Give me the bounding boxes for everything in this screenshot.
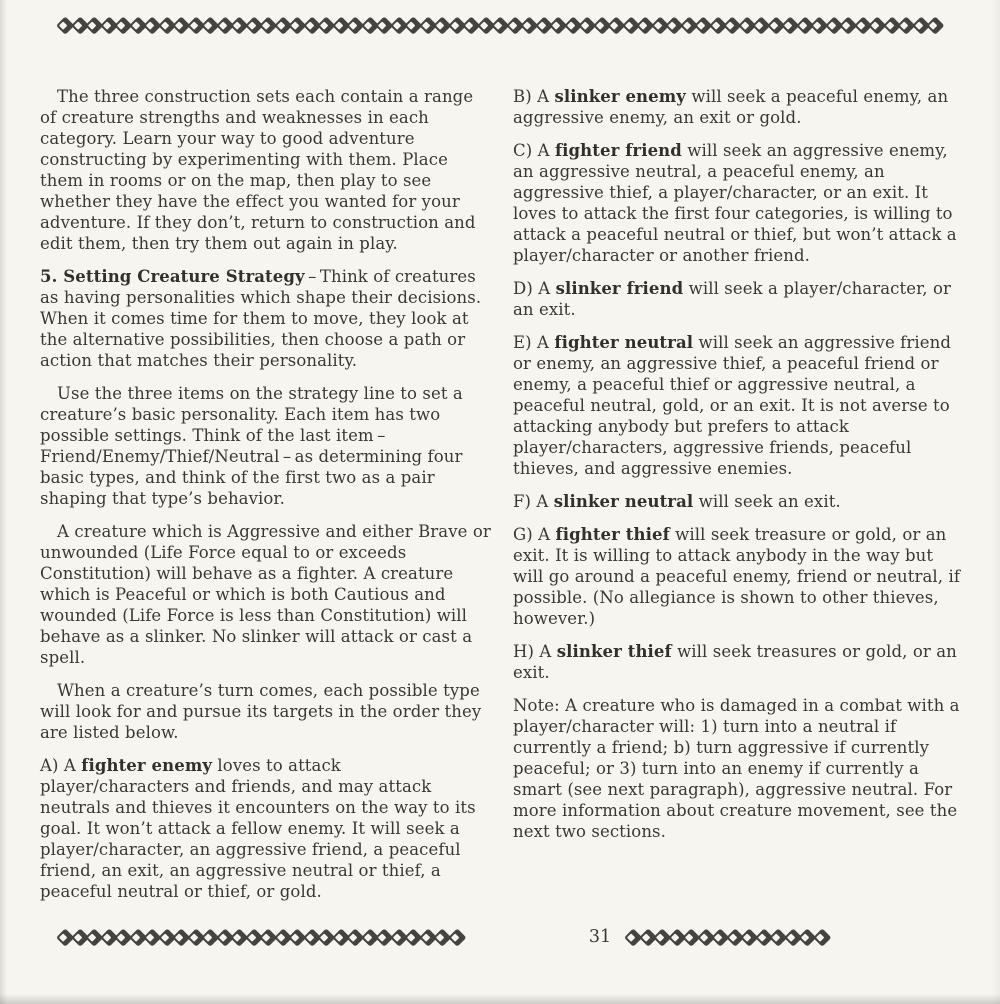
text-run: A) A (40, 756, 82, 775)
text-run: will seek an aggressive friend or enemy, an aggressive thief, a peaceful friend or enemy, a peaceful thief or aggressive neutral, a peaceful neutral, gold, or an exit. It is not averse to attacking anybody but prefers to attack player/characters, aggressive friends, peaceful thieves, and aggressive enemies. (513, 333, 951, 478)
bold-term: slinker enemy (554, 87, 686, 106)
bold-term: 5. Setting Creature Strategy (40, 267, 305, 286)
paragraph (513, 491, 965, 512)
paragraph (513, 695, 965, 842)
paragraph (40, 383, 492, 509)
chain-bead-icon (926, 16, 944, 34)
paragraph (40, 266, 492, 371)
chain-bead-icon (448, 928, 466, 946)
bold-term: slinker thief (556, 642, 672, 661)
bold-term: fighter enemy (81, 756, 213, 775)
two-column-text-block (40, 86, 965, 914)
bold-term: slinker neutral (553, 492, 694, 511)
text-run: will seek a player/character, or an exit. (513, 279, 951, 319)
text-run: F) A (513, 492, 554, 511)
text-run: – Think of creatures as having personalities which shape their decisions. When it comes time for them to move, they look at the alternative possibilities, then choose a path or action that matches their personality. (40, 267, 482, 370)
chain-bead-icon (813, 928, 831, 946)
text-run: E) A (513, 333, 555, 352)
left-column (40, 86, 492, 914)
paragraph (40, 680, 492, 743)
text-run: will seek a peaceful enemy, an aggressive enemy, an exit or gold. (513, 87, 949, 127)
paragraph (513, 332, 965, 479)
paragraph (513, 86, 965, 128)
paragraph (513, 140, 965, 266)
text-run: G) A (513, 525, 556, 544)
paragraph (40, 86, 492, 254)
text-run: The three construction sets each contain a range of creature strengths and weaknesses in each category. Learn your way to good adventure constructing by experimenting with them. Place them in rooms or on the map, then play to see whether they have the effect you wanted for your adventure. If they don’t, return to construction and edit them, then try them out again in play. (40, 87, 476, 253)
text-run: will seek an exit. (693, 492, 841, 511)
text-run: Note: A creature who is damaged in a combat with a player/character will: 1) turn into a neutral if currently a friend; b) turn aggressive if currently peaceful; or 3) turn into an enemy if currently a smart (see next paragraph), aggressive neutral. For more information about creature movement, see the next two sections. (513, 696, 960, 841)
text-run: H) A (513, 642, 557, 661)
text-run: will seek an aggressive enemy, an aggressive neutral, a peaceful enemy, an aggressive thief, a player/character, or an exit. It loves to attack the first four categories, is willing to attack a peaceful neutral or thief, but won’t attack a player/character or another friend. (513, 141, 957, 265)
text-run: Use the three items on the strategy line to set a creature’s basic personality. Each item has two possible settings. Think of the last item – Friend/Enemy/Thief/Neutral – as determining four basic types, and think of the first two as a pair shaping that type’s behavior. (40, 384, 463, 508)
text-run: D) A (513, 279, 556, 298)
bottom-border-chain-left (55, 925, 577, 949)
text-run: will seek treasure or gold, or an exit. It is willing to attack anybody in the way but will go around a peaceful enemy, friend or neutral, if possible. (No allegiance is shown to other thieves, however.) (513, 525, 961, 628)
paragraph (40, 755, 492, 902)
top-border-chain (55, 13, 949, 37)
bottom-border (55, 925, 942, 949)
paragraph (40, 521, 492, 668)
bold-term: fighter neutral (554, 333, 694, 352)
bold-term: slinker friend (555, 279, 684, 298)
text-run: C) A (513, 141, 555, 160)
paragraph (513, 278, 965, 320)
paragraph (513, 641, 965, 683)
text-run: B) A (513, 87, 555, 106)
text-run: will seek treasures or gold, or an exit. (513, 642, 957, 682)
text-run: loves to attack player/characters and friends, and may attack neutrals and thieves it encounters on the way to its goal. It won’t attack a fellow enemy. It will seek a player/character, an aggressive friend, a peaceful friend, an exit, an aggressive neutral or thief, a peaceful neutral or thief, or gold. (40, 756, 476, 901)
paragraph (513, 524, 965, 629)
text-run: A creature which is Aggressive and either Brave or unwounded (Life Force equal to or exceeds Constitution) will behave as a fighter. A creature which is Peaceful or which is both Cautious and wounded (Life Force is less than Constitution) will behave as a slinker. No slinker will attack or cast a spell. (40, 522, 491, 667)
bold-term: fighter friend (554, 141, 682, 160)
text-run: When a creature’s turn comes, each possible type will look for and pursue its targets in the order they are listed below. (40, 681, 482, 742)
bold-term: fighter thief (555, 525, 670, 544)
page-number: 31 (588, 927, 612, 947)
right-column (513, 86, 965, 914)
bottom-border-chain-right (623, 925, 942, 949)
